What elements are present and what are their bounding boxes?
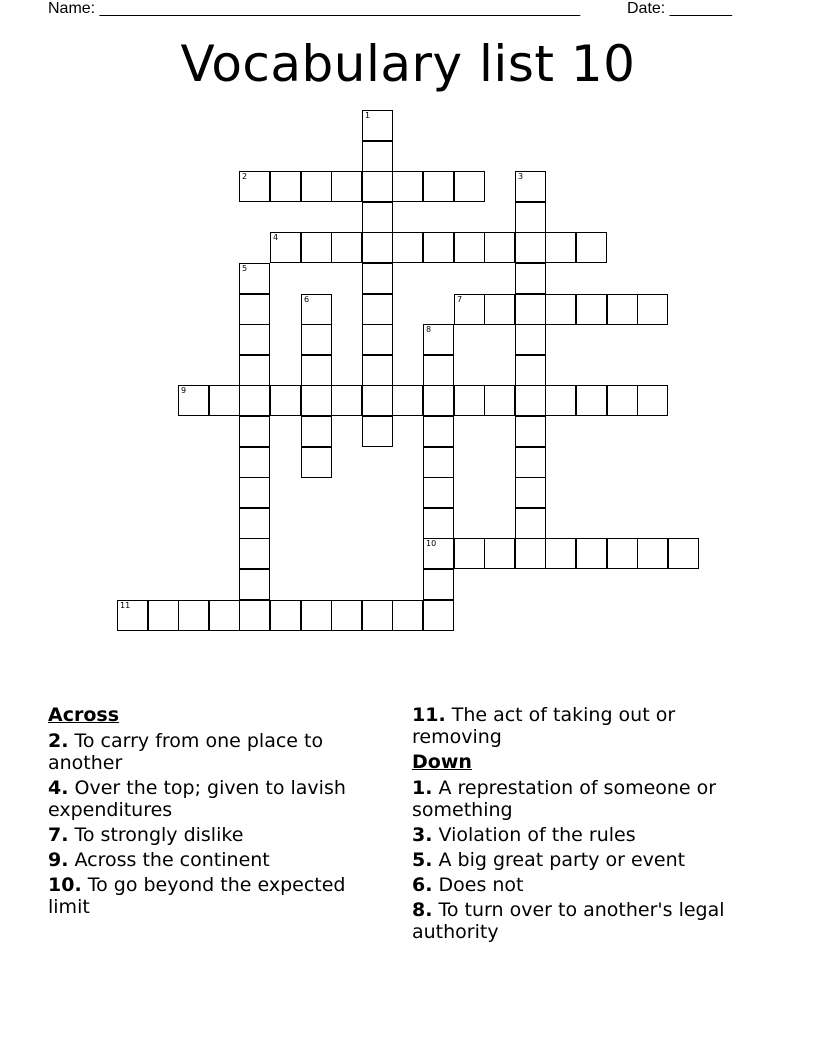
cell-number: 6 [304,295,310,304]
crossword-cell[interactable] [362,355,393,386]
clue-number: 11. [412,704,446,726]
crossword-cell[interactable] [362,202,393,233]
clue-text: To strongly dislike [74,824,244,846]
crossword-cell[interactable] [515,538,546,569]
crossword-cell[interactable] [239,385,270,416]
clue-text: A represtation of someone or something [412,777,717,821]
crossword-cell[interactable] [515,232,546,263]
clue-number: 8. [412,899,433,921]
crossword-cell[interactable] [454,385,485,416]
crossword-cell[interactable] [454,171,485,202]
crossword-cell[interactable] [454,232,485,263]
clue-down-3 [412,824,762,846]
crossword-cell[interactable] [178,385,209,416]
crossword-cell[interactable] [545,385,576,416]
crossword-cell[interactable] [576,294,607,325]
crossword-cell[interactable] [301,447,332,478]
crossword-cell[interactable] [301,385,332,416]
clue-number: 10. [48,874,82,896]
cell-number: 9 [181,386,187,395]
crossword-cell[interactable] [515,508,546,539]
crossword-cell[interactable] [423,600,454,631]
crossword-cell[interactable] [515,294,546,325]
crossword-cell[interactable] [607,385,638,416]
crossword-cell[interactable] [239,171,270,202]
crossword-cell[interactable] [607,294,638,325]
crossword-cell[interactable] [515,263,546,294]
crossword-cell[interactable] [515,202,546,233]
cell-number: 4 [273,233,279,242]
cell-number: 8 [426,325,432,334]
crossword-cell[interactable] [331,232,362,263]
crossword-cell[interactable] [637,294,668,325]
crossword-cell[interactable] [392,600,423,631]
crossword-cell[interactable] [239,416,270,447]
crossword-cell[interactable] [484,294,515,325]
crossword-cell[interactable] [301,171,332,202]
crossword-cell[interactable] [270,232,301,263]
crossword-cell[interactable] [362,385,393,416]
crossword-cell[interactable] [239,508,270,539]
crossword-cell[interactable] [117,600,148,631]
crossword-cell[interactable] [423,538,454,569]
clue-across-4 [48,777,388,821]
crossword-cell[interactable] [209,600,240,631]
across-heading: Across [48,704,120,726]
crossword-cell[interactable] [545,294,576,325]
crossword-cell[interactable] [576,232,607,263]
clue-number: 6. [412,874,433,896]
clue-text: To carry from one place to another [48,730,324,774]
clue-number: 9. [48,849,69,871]
crossword-cell[interactable] [239,538,270,569]
crossword-cell[interactable] [392,232,423,263]
crossword-cell[interactable] [331,171,362,202]
clue-down-6 [412,874,762,896]
crossword-cell[interactable] [576,538,607,569]
crossword-cell[interactable] [454,294,485,325]
crossword-cell[interactable] [362,416,393,447]
clue-across-9 [48,849,388,871]
crossword-cell[interactable] [423,232,454,263]
clue-across-10 [48,874,388,918]
crossword-cell[interactable] [423,171,454,202]
crossword-cell[interactable] [362,294,393,325]
crossword-cell[interactable] [362,324,393,355]
crossword-cell[interactable] [515,324,546,355]
crossword-cell[interactable] [668,538,699,569]
crossword-cell[interactable] [301,294,332,325]
crossword-cell[interactable] [301,355,332,386]
crossword-cell[interactable] [545,232,576,263]
crossword-cell[interactable] [239,569,270,600]
crossword-cell[interactable] [209,385,240,416]
crossword-cell[interactable] [178,600,209,631]
crossword-cell[interactable] [362,600,393,631]
crossword-cell[interactable] [545,538,576,569]
crossword-cell[interactable] [301,324,332,355]
crossword-cell[interactable] [301,232,332,263]
crossword-cell[interactable] [239,477,270,508]
clue-number: 3. [412,824,433,846]
crossword-cell[interactable] [637,538,668,569]
down-heading: Down [412,751,472,773]
crossword-cell[interactable] [239,447,270,478]
clue-text: The act of taking out or removing [412,704,676,748]
clue-down-8 [412,899,762,943]
crossword-cell[interactable] [362,232,393,263]
crossword-cell[interactable] [362,263,393,294]
crossword-cell[interactable] [423,447,454,478]
crossword-cell[interactable] [637,385,668,416]
crossword-cell[interactable] [607,538,638,569]
crossword-cell[interactable] [239,600,270,631]
crossword-cell[interactable] [239,294,270,325]
clue-down-1 [412,777,762,821]
crossword-cell[interactable] [423,385,454,416]
crossword-cell[interactable] [331,385,362,416]
crossword-cell[interactable] [362,171,393,202]
crossword-cell[interactable] [331,600,362,631]
crossword-cell[interactable] [515,355,546,386]
crossword-cell[interactable] [515,447,546,478]
clue-number: 1. [412,777,433,799]
cell-number: 1 [365,111,371,120]
crossword-cell[interactable] [515,416,546,447]
name-field-label[interactable]: Name: ______________________________________________________ [48,0,581,17]
clue-text: To turn over to another's legal authority [412,899,725,943]
clue-text: Does not [438,874,524,896]
page-title: Vocabulary list 10 [180,35,636,93]
crossword-cell[interactable] [301,416,332,447]
crossword-cell[interactable] [362,110,393,141]
clue-across-7 [48,824,388,846]
crossword-cell[interactable] [515,477,546,508]
crossword-cell[interactable] [484,538,515,569]
crossword-cell[interactable] [484,232,515,263]
date-field-label[interactable]: Date: _______ [627,0,732,17]
crossword-cell[interactable] [239,324,270,355]
clue-number: 4. [48,777,69,799]
clue-number: 2. [48,730,69,752]
crossword-cell[interactable] [392,385,423,416]
crossword-cell[interactable] [423,508,454,539]
crossword-cell[interactable] [392,171,423,202]
cell-number: 3 [518,172,524,181]
crossword-cell[interactable] [515,171,546,202]
crossword-cell[interactable] [454,538,485,569]
clues-column-left [48,704,388,921]
crossword-cell[interactable] [148,600,179,631]
crossword-cell[interactable] [423,416,454,447]
cell-number: 11 [120,601,131,610]
clue-down-5 [412,849,762,871]
crossword-cell[interactable] [515,385,546,416]
clue-across-2 [48,730,388,774]
crossword-cell[interactable] [484,385,515,416]
cell-number: 7 [457,295,463,304]
cell-number: 10 [426,539,437,548]
crossword-cell[interactable] [576,385,607,416]
clue-text: Over the top; given to lavish expenditures [48,777,346,821]
crossword-cell[interactable] [270,171,301,202]
crossword-cell[interactable] [423,355,454,386]
crossword-cell[interactable] [362,141,393,172]
crossword-cell[interactable] [423,324,454,355]
clue-number: 7. [48,824,69,846]
clues-column-right [412,704,762,946]
crossword-cell[interactable] [423,477,454,508]
clue-text: Violation of the rules [438,824,636,846]
clue-across-11 [412,704,762,748]
clue-text: A big great party or event [438,849,686,871]
cell-number: 5 [242,264,248,273]
crossword-cell[interactable] [423,569,454,600]
clue-number: 5. [412,849,433,871]
crossword-cell[interactable] [270,600,301,631]
cell-number: 2 [242,172,248,181]
crossword-cell[interactable] [301,600,332,631]
crossword-cell[interactable] [239,355,270,386]
crossword-cell[interactable] [239,263,270,294]
clue-text: Across the continent [74,849,270,871]
crossword-cell[interactable] [270,385,301,416]
clue-text: To go beyond the expected limit [48,874,346,918]
